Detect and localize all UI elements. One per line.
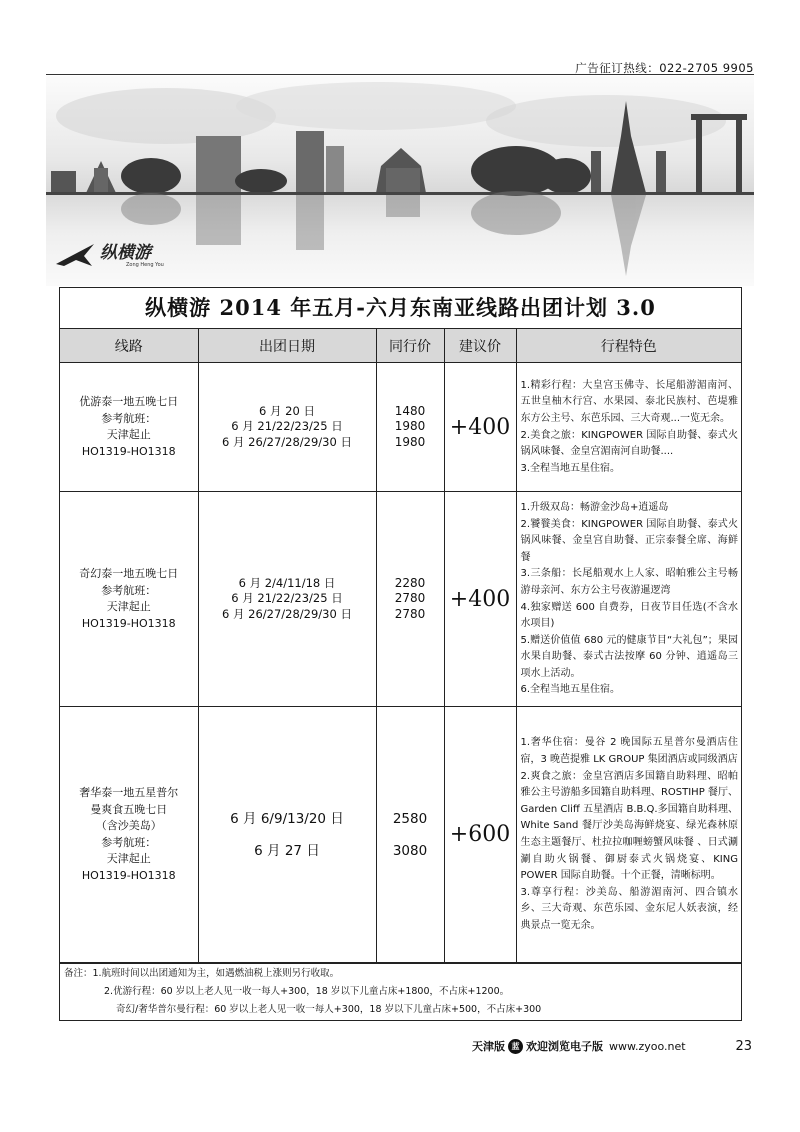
plane-logo-icon: [54, 242, 96, 268]
banner-image: [46, 76, 754, 286]
website-link[interactable]: www.zyoo.net: [609, 1039, 686, 1053]
logo-pinyin: Zong Heng You: [126, 262, 164, 268]
page-number: 23: [735, 1038, 752, 1054]
notes-box: [59, 963, 742, 1021]
col-header-features: 行程特色: [516, 329, 741, 363]
col-header-trade-price: 同行价: [376, 329, 444, 363]
top-divider: [46, 74, 754, 75]
features-cell: 1.精彩行程：大皇宫玉佛寺、长尾船游湄南河、五世皇柚木行宫、水果园、泰北民族村、芭堤雅东方公主号、东芭乐园、三大奇观...一览无余。 2.美食之旅：KINGPOWER 国际自助餐、泰式火锅风味餐、金皇宫湄南河自助餐.... 3.全程当地五星住宿。: [516, 363, 741, 492]
header-row: [60, 329, 741, 363]
promo-text: 欢迎浏览电子版: [526, 1040, 603, 1053]
features-cell: 1.升级双岛：畅游金沙岛+逍遥岛 2.饕餮美食：KINGPOWER 国际自助餐、泰式火锅风味餐、金皇宫自助餐、正宗泰餐全席、海鲜餐 3.三条船：长尾船观水上人家、昭帕雅公主号畅游母亲河、东方公主号夜游暹逻湾 4.独家赠送 600 自费券，日夜节目任选(不含水水项目) 5.赠送价值值 680 元的健康节目“大礼包”；果园水果自助餐、泰式古法按摩 60 分钟、逍遥岛三项水上活动。 6.全程当地五星住宿。: [516, 492, 741, 707]
col-header-dates: 出团日期: [198, 329, 376, 363]
features-cell: 1.奢华住宿：曼谷 2 晚国际五星普尔曼酒店住宿，3 晚芭提雅 LK GROUP 集团酒店或同级酒店 2.爽食之旅：金皇宫酒店多国籍自助料理、昭帕雅公主号游船多国籍自助料理、ROSTIHP 餐厅、Garden Cliff 五星酒店 B.B.Q.多国籍自助料理、White Sand 餐厅沙美岛海鲜烧宴、绿光森林原生态主题餐厅、杜拉拉咖喱螃蟹风味餐 、日式涮涮自助火锅餐、御厨泰式火锅烧宴、KING POWER 国际自助餐。十个正餐，清晰标明。 3.尊享行程：沙美岛、船游湄南河、四合镇水乡、三大奇观、东芭乐园、金东尼人妖表演，经典景点一览无余。: [516, 707, 741, 963]
brand-logo: [54, 242, 164, 268]
table-row: [60, 707, 741, 963]
col-header-suggested-price: 建议价: [444, 329, 516, 363]
dates-cell: 6 月 6/9/13/20 日 6 月 27 日: [198, 707, 376, 963]
route-cell: 优游泰一地五晚七日 参考航班： 天津起止 HO1319-HO1318: [60, 363, 198, 492]
edition-label: 天津版: [472, 1040, 505, 1053]
edition-badge-icon: 蓝: [508, 1039, 523, 1054]
trade-price-cell: 1480 1980 1980: [376, 363, 444, 492]
table-row: [60, 363, 741, 492]
dates-cell: 6 月 2/4/11/18 日 6 月 21/22/23/25 日 6 月 26/27/28/29/30 日: [198, 492, 376, 707]
table-row: [60, 492, 741, 707]
route-cell: 奢华泰一地五星普尔 曼爽食五晚七日 （含沙美岛） 参考航班： 天津起止 HO1319-HO1318: [60, 707, 198, 963]
trade-price-cell: 2580 3080: [376, 707, 444, 963]
suggested-price-cell: +600: [444, 707, 516, 963]
ad-hotline: 广告征订热线：022-2705 9905: [575, 61, 754, 75]
trade-price-cell: 2280 2780 2780: [376, 492, 444, 707]
schedule-grid: [60, 329, 741, 963]
note-line-1: 备注：1.航班时间以出团通知为主，如遇燃油税上涨则另行收取。: [64, 968, 340, 979]
note-line-3: 奇幻/奢华普尔曼行程：60 岁以上老人见一收一每人+300，18 岁以下儿童占床+500，不占床+300: [116, 1004, 542, 1015]
dates-cell: 6 月 20 日 6 月 21/22/23/25 日 6 月 26/27/28/29/30 日: [198, 363, 376, 492]
page-footer: [472, 1038, 752, 1054]
suggested-price-cell: +400: [444, 492, 516, 707]
note-line-2: 2.优游行程：60 岁以上老人见一收一每人+300，18 岁以下儿童占床+1800，不占床+1200。: [104, 986, 510, 997]
col-header-route: 线路: [60, 329, 198, 363]
tour-schedule-table: [59, 287, 742, 964]
page-title: 纵横游 2014 年五月-六月东南亚线路出团计划 3.0: [60, 288, 741, 329]
route-cell: 奇幻泰一地五晚七日 参考航班： 天津起止 HO1319-HO1318: [60, 492, 198, 707]
suggested-price-cell: +400: [444, 363, 516, 492]
logo-text: 纵横游: [100, 243, 151, 263]
